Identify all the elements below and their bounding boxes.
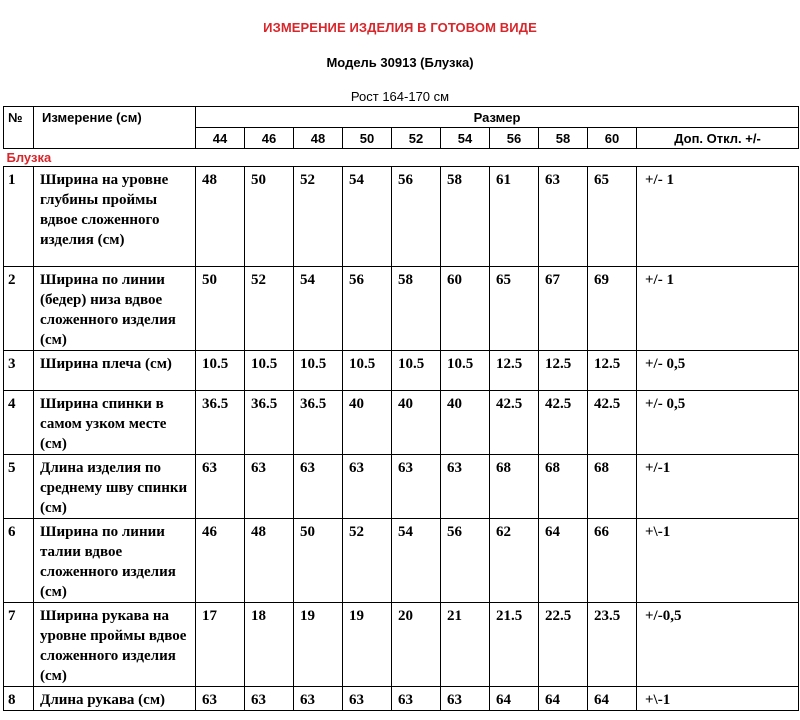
size-value-46: 48 <box>245 519 294 603</box>
size-value-60: 23.5 <box>588 603 637 687</box>
section-label: Блузка <box>4 149 799 167</box>
row-number: 4 <box>4 391 34 455</box>
table-row <box>4 351 799 391</box>
table-row <box>4 519 799 603</box>
row-number: 6 <box>4 519 34 603</box>
size-value-58: 63 <box>539 167 588 267</box>
size-value-46: 36.5 <box>245 391 294 455</box>
size-value-56: 61 <box>490 167 539 267</box>
table-row <box>4 267 799 351</box>
size-value-54: 40 <box>441 391 490 455</box>
size-value-44: 50 <box>196 267 245 351</box>
size-value-60: 69 <box>588 267 637 351</box>
table-row <box>4 603 799 687</box>
size-value-50: 10.5 <box>343 351 392 391</box>
tolerance-value: +/- 1 <box>637 167 799 267</box>
size-value-46: 63 <box>245 687 294 711</box>
row-number: 5 <box>4 455 34 519</box>
size-value-50: 19 <box>343 603 392 687</box>
size-value-58: 64 <box>539 519 588 603</box>
column-number-header: № <box>4 107 34 149</box>
measurement-name: Ширина на уровне глубины проймы вдвое сложенного изделия (см) <box>34 167 196 267</box>
height-range: Рост 164-170 см <box>350 89 450 104</box>
size-value-60: 42.5 <box>588 391 637 455</box>
size-value-56: 65 <box>490 267 539 351</box>
tolerance-value: +/-1 <box>637 455 799 519</box>
tolerance-value: +/- 0,5 <box>637 391 799 455</box>
size-value-52: 56 <box>392 167 441 267</box>
size-value-46: 18 <box>245 603 294 687</box>
size-value-54: 63 <box>441 455 490 519</box>
size-header-46: 46 <box>245 128 294 149</box>
size-value-54: 10.5 <box>441 351 490 391</box>
size-value-56: 12.5 <box>490 351 539 391</box>
measurement-name: Ширина плеча (см) <box>34 351 196 391</box>
size-value-60: 66 <box>588 519 637 603</box>
size-value-44: 17 <box>196 603 245 687</box>
size-value-58: 67 <box>539 267 588 351</box>
table-row <box>4 687 799 711</box>
size-value-56: 42.5 <box>490 391 539 455</box>
size-header-56: 56 <box>490 128 539 149</box>
size-value-58: 22.5 <box>539 603 588 687</box>
size-value-52: 40 <box>392 391 441 455</box>
size-value-50: 52 <box>343 519 392 603</box>
row-number: 3 <box>4 351 34 391</box>
size-value-46: 52 <box>245 267 294 351</box>
size-value-52: 58 <box>392 267 441 351</box>
size-value-58: 68 <box>539 455 588 519</box>
tolerance-value: +/-0,5 <box>637 603 799 687</box>
row-number: 2 <box>4 267 34 351</box>
size-value-52: 20 <box>392 603 441 687</box>
size-header-52: 52 <box>392 128 441 149</box>
size-value-48: 19 <box>294 603 343 687</box>
size-header-54: 54 <box>441 128 490 149</box>
table-body <box>4 149 799 711</box>
size-value-56: 62 <box>490 519 539 603</box>
size-value-54: 58 <box>441 167 490 267</box>
size-value-44: 48 <box>196 167 245 267</box>
tolerance-value: +\-1 <box>637 687 799 711</box>
measurement-name: Ширина по линии (бедер) низа вдвое сложенного изделия (см) <box>34 267 196 351</box>
size-value-52: 54 <box>392 519 441 603</box>
size-value-50: 40 <box>343 391 392 455</box>
size-value-44: 10.5 <box>196 351 245 391</box>
size-value-44: 36.5 <box>196 391 245 455</box>
size-header-58: 58 <box>539 128 588 149</box>
size-value-50: 63 <box>343 455 392 519</box>
size-value-52: 10.5 <box>392 351 441 391</box>
size-value-46: 50 <box>245 167 294 267</box>
size-value-60: 12.5 <box>588 351 637 391</box>
row-number: 7 <box>4 603 34 687</box>
size-value-48: 63 <box>294 687 343 711</box>
tolerance-header: Доп. Откл. +/- <box>637 128 799 149</box>
size-value-52: 63 <box>392 687 441 711</box>
header-row-main <box>4 107 799 128</box>
size-value-44: 63 <box>196 455 245 519</box>
table-row <box>4 167 799 267</box>
row-number: 1 <box>4 167 34 267</box>
size-value-50: 63 <box>343 687 392 711</box>
column-measure-header: Измерение (см) <box>34 107 196 149</box>
section-row <box>4 149 799 167</box>
measurement-name: Длина изделия по среднему шву спинки (см) <box>34 455 196 519</box>
measurement-name: Ширина спинки в самом узком месте (см) <box>34 391 196 455</box>
size-value-50: 54 <box>343 167 392 267</box>
column-size-header: Размер <box>196 107 799 128</box>
tolerance-value: +/- 0,5 <box>637 351 799 391</box>
size-value-48: 10.5 <box>294 351 343 391</box>
size-value-54: 63 <box>441 687 490 711</box>
size-value-60: 64 <box>588 687 637 711</box>
size-header-48: 48 <box>294 128 343 149</box>
size-value-44: 63 <box>196 687 245 711</box>
size-value-48: 54 <box>294 267 343 351</box>
size-value-48: 52 <box>294 167 343 267</box>
tolerance-value: +\-1 <box>637 519 799 603</box>
size-value-56: 21.5 <box>490 603 539 687</box>
measurement-name: Ширина рукава на уровне проймы вдвое сложенного изделия (см) <box>34 603 196 687</box>
size-value-60: 68 <box>588 455 637 519</box>
size-value-58: 42.5 <box>539 391 588 455</box>
size-value-60: 65 <box>588 167 637 267</box>
size-value-56: 64 <box>490 687 539 711</box>
model-name: Модель 30913 (Блузка) <box>326 55 474 70</box>
measurement-name: Ширина по линии талии вдвое сложенного изделия (см) <box>34 519 196 603</box>
document-title: ИЗМЕРЕНИЕ ИЗДЕЛИЯ В ГОТОВОМ ВИДЕ <box>263 20 537 35</box>
size-value-54: 60 <box>441 267 490 351</box>
size-value-54: 21 <box>441 603 490 687</box>
size-value-54: 56 <box>441 519 490 603</box>
measurements-table <box>3 106 799 711</box>
size-value-52: 63 <box>392 455 441 519</box>
row-number: 8 <box>4 687 34 711</box>
size-value-44: 46 <box>196 519 245 603</box>
size-value-46: 63 <box>245 455 294 519</box>
size-value-46: 10.5 <box>245 351 294 391</box>
size-header-60: 60 <box>588 128 637 149</box>
measurement-name: Длина рукава (см) <box>34 687 196 711</box>
size-value-56: 68 <box>490 455 539 519</box>
size-value-50: 56 <box>343 267 392 351</box>
table-row <box>4 391 799 455</box>
size-value-48: 50 <box>294 519 343 603</box>
table-row <box>4 455 799 519</box>
size-value-58: 12.5 <box>539 351 588 391</box>
size-value-48: 36.5 <box>294 391 343 455</box>
tolerance-value: +/- 1 <box>637 267 799 351</box>
size-header-44: 44 <box>196 128 245 149</box>
size-value-58: 64 <box>539 687 588 711</box>
size-value-48: 63 <box>294 455 343 519</box>
size-header-50: 50 <box>343 128 392 149</box>
